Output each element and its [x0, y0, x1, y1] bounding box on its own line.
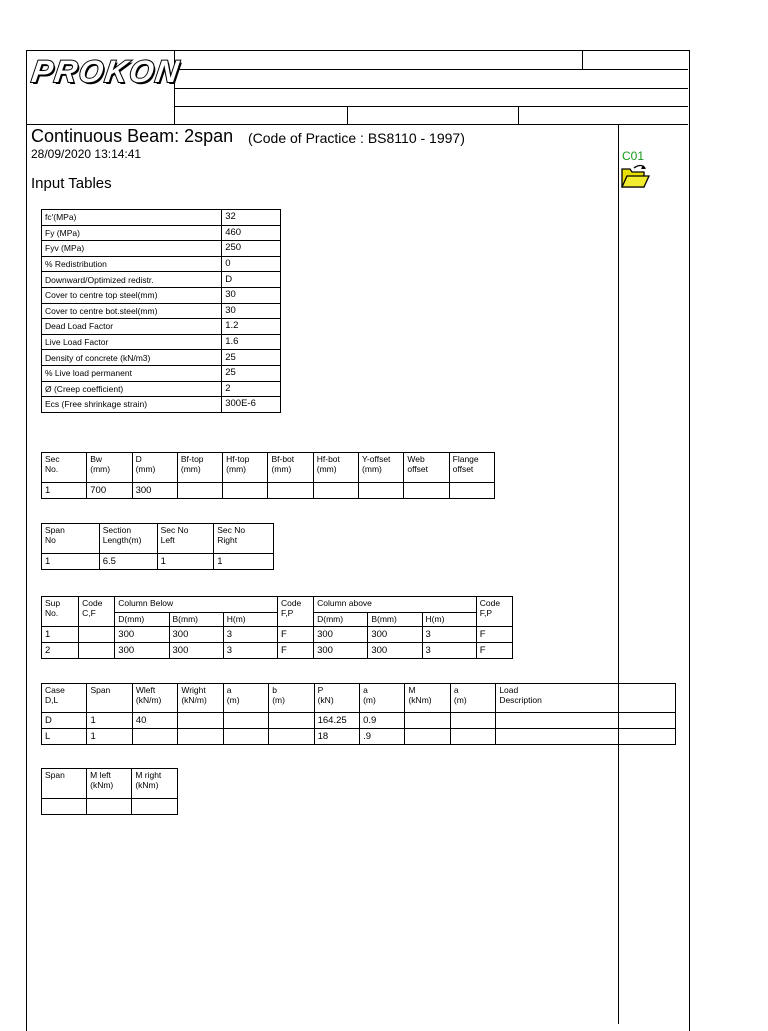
- material-value: 2: [222, 381, 281, 397]
- table-cell: [450, 713, 495, 729]
- column-header: Wleft (kN/m): [132, 684, 177, 713]
- material-row: [42, 272, 281, 288]
- table-cell: [269, 729, 314, 745]
- material-row: [42, 350, 281, 366]
- table-cell: [269, 713, 314, 729]
- material-label: Ø (Creep coefficient): [42, 381, 222, 397]
- section-table-header: [42, 453, 495, 483]
- table-cell: 300: [314, 627, 368, 643]
- table-cell: F: [476, 643, 512, 659]
- table-cell: 300: [368, 643, 422, 659]
- material-value: 30: [222, 287, 281, 303]
- table-cell: [450, 729, 495, 745]
- column-header: Bf-bot (mm): [268, 453, 313, 483]
- span-table-header: [42, 524, 274, 554]
- table-cell: [405, 713, 450, 729]
- page-title: Continuous Beam: 2span: [31, 126, 234, 146]
- material-row: [42, 287, 281, 303]
- support-subheader: D(mm): [115, 613, 169, 627]
- support-header-sup: Sup No.: [42, 597, 79, 627]
- material-label: Dead Load Factor: [42, 319, 222, 335]
- table-cell: [132, 729, 177, 745]
- table-cell: 3: [422, 643, 476, 659]
- column-header: Load Description: [496, 684, 676, 713]
- material-row: [42, 397, 281, 413]
- table-cell: [313, 483, 358, 499]
- material-label: Cover to centre bot.steel(mm): [42, 303, 222, 319]
- table-cell: [177, 483, 222, 499]
- table-cell: 164.25: [314, 713, 359, 729]
- table-row: [42, 554, 274, 570]
- column-header: Bf-top (mm): [177, 453, 222, 483]
- column-header: Span No: [42, 524, 100, 554]
- support-header-column-below: Column Below: [115, 597, 278, 613]
- support-header-code-fp: Code F,P: [476, 597, 512, 627]
- column-header: Sec No Right: [214, 524, 274, 554]
- column-header: Span: [42, 769, 87, 799]
- load-table-header: [42, 684, 676, 713]
- column-header: Case D,L: [42, 684, 87, 713]
- support-table: [41, 596, 513, 659]
- table-cell: [405, 729, 450, 745]
- table-row: [42, 643, 513, 659]
- material-row: [42, 381, 281, 397]
- material-row: [42, 241, 281, 257]
- header-divider: [518, 106, 519, 124]
- table-cell: [42, 799, 87, 815]
- column-header: Flange offset: [449, 453, 494, 483]
- table-cell: L: [42, 729, 87, 745]
- material-label: Live Load Factor: [42, 334, 222, 350]
- table-cell: .9: [360, 729, 405, 745]
- header-rule: [174, 69, 688, 70]
- material-label: Ecs (Free shrinkage strain): [42, 397, 222, 413]
- table-cell: 2: [42, 643, 79, 659]
- material-value: D: [222, 272, 281, 288]
- column-header: Hf-top (mm): [223, 453, 268, 483]
- table-cell: 0.9: [360, 713, 405, 729]
- column-header: a (m): [450, 684, 495, 713]
- support-subheader: H(m): [223, 613, 277, 627]
- material-value: 250: [222, 241, 281, 257]
- table-cell: [449, 483, 494, 499]
- support-subheader: H(m): [422, 613, 476, 627]
- column-header: M right (kNm): [132, 769, 178, 799]
- material-label: Cover to centre top steel(mm): [42, 287, 222, 303]
- table-cell: 300: [115, 627, 169, 643]
- material-label: Fy (MPa): [42, 225, 222, 241]
- support-subheader: B(mm): [169, 613, 223, 627]
- table-cell: [87, 799, 132, 815]
- column-header: a (m): [360, 684, 405, 713]
- material-label: % Live load permanent: [42, 365, 222, 381]
- table-cell: D: [42, 713, 87, 729]
- column-header: Span: [87, 684, 132, 713]
- header-rule: [174, 106, 688, 107]
- table-cell: [404, 483, 449, 499]
- table-cell: 1: [157, 554, 214, 570]
- column-header: Bw (mm): [87, 453, 132, 483]
- table-cell: [223, 729, 268, 745]
- span-table: [41, 523, 274, 570]
- material-value: 300E-6: [222, 397, 281, 413]
- support-header-code-fp: Code F,P: [277, 597, 313, 627]
- table-cell: [496, 729, 676, 745]
- material-row: [42, 365, 281, 381]
- table-row: [42, 799, 178, 815]
- column-header: P (kN): [314, 684, 359, 713]
- table-cell: 3: [223, 643, 277, 659]
- material-label: % Redistribution: [42, 256, 222, 272]
- table-cell: 300: [169, 643, 223, 659]
- table-cell: 1: [87, 713, 132, 729]
- column-header: M left (kNm): [87, 769, 132, 799]
- header-rule: [174, 88, 688, 89]
- material-label: Downward/Optimized redistr.: [42, 272, 222, 288]
- table-row: [42, 627, 513, 643]
- table-cell: F: [277, 627, 313, 643]
- table-cell: 3: [223, 627, 277, 643]
- table-cell: 300: [314, 643, 368, 659]
- section-title: Input Tables: [31, 175, 112, 192]
- material-value: 0: [222, 256, 281, 272]
- prokon-logo: PROKON: [29, 54, 183, 89]
- material-row: [42, 303, 281, 319]
- table-cell: 1: [42, 554, 100, 570]
- table-row: [42, 483, 495, 499]
- datetime: 28/09/2020 13:14:41: [31, 147, 142, 161]
- material-label: Density of concrete (kN/m3): [42, 350, 222, 366]
- table-cell: 1: [42, 627, 79, 643]
- table-cell: 300: [115, 643, 169, 659]
- material-row: [42, 334, 281, 350]
- material-row: [42, 225, 281, 241]
- margin-rule: [618, 124, 619, 1024]
- material-value: 460: [222, 225, 281, 241]
- sheet-code: C01: [622, 149, 645, 163]
- table-cell: F: [476, 627, 512, 643]
- moment-table-header: [42, 769, 178, 799]
- table-row: [42, 729, 676, 745]
- material-row: [42, 210, 281, 226]
- load-table: [41, 683, 676, 745]
- material-value: 25: [222, 350, 281, 366]
- table-cell: 18: [314, 729, 359, 745]
- material-label: fc'(MPa): [42, 210, 222, 226]
- column-header: M (kNm): [405, 684, 450, 713]
- column-header: Sec No Left: [157, 524, 214, 554]
- header-divider: [347, 106, 348, 124]
- column-header: Y-offset (mm): [359, 453, 404, 483]
- support-header-column-above: Column above: [314, 597, 477, 613]
- column-header: Section Length(m): [99, 524, 157, 554]
- material-label: Fyv (MPa): [42, 241, 222, 257]
- moment-table: [41, 768, 178, 815]
- table-cell: [359, 483, 404, 499]
- table-cell: 300: [169, 627, 223, 643]
- table-cell: 700: [87, 483, 132, 499]
- table-cell: [79, 643, 115, 659]
- table-row: [42, 713, 676, 729]
- support-subheader: B(mm): [368, 613, 422, 627]
- table-cell: 300: [368, 627, 422, 643]
- table-cell: 1: [87, 729, 132, 745]
- table-cell: [178, 713, 223, 729]
- table-cell: 300: [132, 483, 177, 499]
- material-row: [42, 319, 281, 335]
- material-value: 32: [222, 210, 281, 226]
- column-header: Web offset: [404, 453, 449, 483]
- material-value: 1.6: [222, 334, 281, 350]
- material-value: 25: [222, 365, 281, 381]
- open-folder-icon[interactable]: [620, 163, 650, 189]
- table-cell: 3: [422, 627, 476, 643]
- header-divider: [582, 50, 583, 69]
- support-header-code: Code C,F: [79, 597, 115, 627]
- material-properties-table: [41, 209, 281, 413]
- section-table: [41, 452, 495, 499]
- table-cell: [178, 729, 223, 745]
- table-cell: 1: [42, 483, 87, 499]
- column-header: a (m): [223, 684, 268, 713]
- column-header: Hf-bot (mm): [313, 453, 358, 483]
- material-row: [42, 256, 281, 272]
- table-cell: [79, 627, 115, 643]
- column-header: Wright (kN/m): [178, 684, 223, 713]
- table-cell: F: [277, 643, 313, 659]
- column-header: b (m): [269, 684, 314, 713]
- table-cell: [268, 483, 313, 499]
- table-cell: [223, 483, 268, 499]
- table-cell: [223, 713, 268, 729]
- table-cell: 40: [132, 713, 177, 729]
- material-value: 30: [222, 303, 281, 319]
- column-header: Sec No.: [42, 453, 87, 483]
- material-value: 1.2: [222, 319, 281, 335]
- table-cell: 6.5: [99, 554, 157, 570]
- table-cell: 1: [214, 554, 274, 570]
- table-cell: [496, 713, 676, 729]
- code-of-practice: (Code of Practice : BS8110 - 1997): [248, 130, 465, 146]
- support-subheader: D(mm): [314, 613, 368, 627]
- table-cell: [132, 799, 178, 815]
- header-rule: [26, 124, 688, 125]
- column-header: D (mm): [132, 453, 177, 483]
